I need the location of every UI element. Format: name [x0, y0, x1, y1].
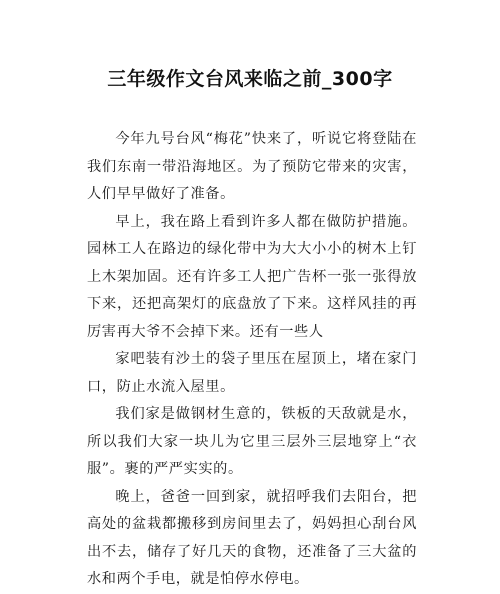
- document-body: [87, 126, 417, 594]
- paragraph: 晚上，爸爸一回到家，就招呼我们去阳台，把高处的盆栽都搬移到房间里去了，妈妈担心刮台风出不去，储存了好几天的食物，还准备了三大盆的水和两个手电，就是怕停水停电。: [87, 488, 417, 587]
- paragraph: 家吧装有沙土的袋子里压在屋顶上，堵在家门口，防止水流入屋里。: [87, 351, 417, 395]
- paragraph: 今年九号台风“梅花”快来了，听说它将登陆在我们东南一带沿海地区。为了预防它带来的灾害，人们早早做好了准备。: [87, 131, 417, 202]
- paragraph: 早上，我在路上看到许多人都在做防护措施。园林工人在路边的绿化带中为大大小小的树木上钉上木架加固。还有许多工人把广告杯一张一张得放下来，还把高架灯的底盘放了下来。这样风挂的再厉害再大爷不会掉下来。还有一些人: [87, 213, 417, 340]
- document-title: 三年级作文台风来临之前_300字: [107, 68, 393, 90]
- paragraph: 我们家是做钢材生意的，铁板的天敌就是水，所以我们大家一块儿为它里三层外三层地穿上“衣服”。裹的严严实实的。: [87, 406, 417, 477]
